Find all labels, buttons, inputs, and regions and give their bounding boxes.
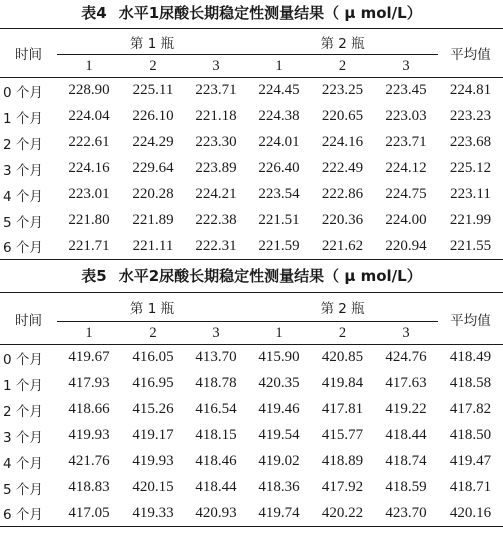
cell-value: 418.78 bbox=[195, 375, 237, 391]
cell-value: 222.38 bbox=[195, 212, 237, 228]
cell-value: 223.30 bbox=[195, 134, 237, 150]
average-value: 417.82 bbox=[449, 401, 492, 417]
cell-value: 419.22 bbox=[385, 401, 427, 417]
cell-value: 416.95 bbox=[132, 375, 174, 391]
average-value: 221.99 bbox=[449, 212, 492, 228]
average-value: 223.11 bbox=[450, 186, 491, 202]
cell-value: 226.40 bbox=[258, 160, 300, 176]
bottle-2-header: 第 2 瓶 bbox=[247, 293, 438, 322]
table-row bbox=[0, 182, 503, 208]
table-row bbox=[0, 208, 503, 234]
cell-value: 220.65 bbox=[321, 108, 364, 124]
cell-value: 417.63 bbox=[385, 375, 427, 391]
cell-value: 223.71 bbox=[195, 82, 237, 99]
sub-header: 2 bbox=[121, 55, 185, 78]
cell-value: 223.54 bbox=[258, 186, 300, 202]
cell-value: 222.31 bbox=[185, 234, 247, 260]
cell-value: 416.05 bbox=[132, 349, 174, 366]
cell-value: 419.74 bbox=[247, 501, 311, 527]
cell-value: 220.36 bbox=[321, 212, 364, 228]
cell-value: 418.46 bbox=[195, 453, 237, 469]
cell-value: 420.93 bbox=[185, 501, 247, 527]
cell-value: 418.89 bbox=[321, 453, 364, 469]
row-label: 1 个月 bbox=[3, 377, 43, 394]
cell-value: 221.18 bbox=[195, 108, 237, 124]
cell-value: 222.86 bbox=[321, 186, 364, 202]
sub-header: 2 bbox=[311, 322, 374, 345]
average-header: 平均值 bbox=[438, 293, 503, 345]
cell-value: 224.45 bbox=[258, 82, 300, 99]
cell-value: 224.12 bbox=[385, 160, 427, 176]
row-label: 2 个月 bbox=[3, 403, 43, 420]
cell-value: 418.66 bbox=[68, 401, 110, 417]
cell-value: 416.54 bbox=[195, 401, 237, 417]
cell-value: 220.28 bbox=[132, 186, 174, 202]
cell-value: 221.62 bbox=[311, 234, 374, 260]
bottle-1-header: 第 1 瓶 bbox=[57, 29, 247, 55]
row-label: 3 个月 bbox=[3, 429, 43, 446]
row-label: 5 个月 bbox=[3, 214, 43, 231]
cell-value: 420.35 bbox=[258, 375, 300, 391]
table-title: 水平2尿酸长期稳定性测量结果（ μ mol/L） bbox=[118, 267, 422, 285]
row-label: 5 个月 bbox=[3, 481, 43, 498]
cell-value: 224.21 bbox=[195, 186, 237, 202]
table-row bbox=[0, 475, 503, 501]
table-caption bbox=[0, 263, 503, 289]
sub-header: 1 bbox=[57, 55, 121, 78]
average-value: 221.55 bbox=[438, 234, 503, 260]
sub-header: 3 bbox=[374, 55, 438, 78]
cell-value: 419.93 bbox=[68, 427, 110, 443]
table-row bbox=[0, 449, 503, 475]
average-value: 418.71 bbox=[449, 479, 492, 495]
cell-value: 220.94 bbox=[374, 234, 438, 260]
average-value: 418.49 bbox=[449, 349, 492, 366]
cell-value: 228.90 bbox=[68, 82, 110, 99]
cell-value: 419.33 bbox=[121, 501, 185, 527]
average-header: 平均值 bbox=[438, 29, 503, 78]
average-value: 224.81 bbox=[449, 82, 492, 99]
cell-value: 223.89 bbox=[195, 160, 237, 176]
table-row bbox=[0, 156, 503, 182]
cell-value: 418.74 bbox=[385, 453, 427, 469]
stability-table-level-2 bbox=[0, 292, 503, 527]
cell-value: 221.80 bbox=[68, 212, 110, 228]
cell-value: 419.67 bbox=[68, 349, 110, 366]
average-value: 223.23 bbox=[449, 108, 492, 124]
row-label: 4 个月 bbox=[3, 455, 43, 472]
cell-value: 419.54 bbox=[258, 427, 300, 443]
cell-value: 221.51 bbox=[258, 212, 300, 228]
cell-value: 222.61 bbox=[68, 134, 110, 150]
average-value: 418.50 bbox=[449, 427, 492, 443]
table-number: 表5 bbox=[81, 267, 107, 285]
cell-value: 224.38 bbox=[258, 108, 300, 124]
table-row bbox=[0, 397, 503, 423]
cell-value: 223.45 bbox=[385, 82, 427, 99]
table-body bbox=[0, 78, 503, 260]
table-row bbox=[0, 501, 503, 527]
cell-value: 221.89 bbox=[132, 212, 174, 228]
cell-value: 417.05 bbox=[57, 501, 121, 527]
cell-value: 413.70 bbox=[195, 349, 237, 366]
cell-value: 224.16 bbox=[321, 134, 364, 150]
average-value: 223.68 bbox=[449, 134, 492, 150]
cell-value: 224.75 bbox=[385, 186, 427, 202]
table-body bbox=[0, 345, 503, 527]
sub-header: 2 bbox=[311, 55, 374, 78]
cell-value: 415.77 bbox=[321, 427, 364, 443]
cell-value: 223.01 bbox=[68, 186, 110, 202]
sub-header: 3 bbox=[185, 55, 247, 78]
cell-value: 224.00 bbox=[385, 212, 427, 228]
sub-header: 1 bbox=[247, 322, 311, 345]
sub-header: 1 bbox=[57, 322, 121, 345]
cell-value: 415.90 bbox=[258, 349, 300, 366]
cell-value: 229.64 bbox=[132, 160, 174, 176]
cell-value: 226.10 bbox=[132, 108, 174, 124]
cell-value: 420.22 bbox=[311, 501, 374, 527]
bottle-2-header: 第 2 瓶 bbox=[247, 29, 438, 55]
sub-header: 3 bbox=[374, 322, 438, 345]
table-number: 表4 bbox=[81, 4, 107, 22]
average-value: 419.47 bbox=[449, 453, 492, 469]
cell-value: 424.76 bbox=[385, 349, 427, 366]
cell-value: 421.76 bbox=[68, 453, 110, 469]
row-label: 6 个月 bbox=[0, 501, 57, 527]
table-row bbox=[0, 78, 503, 104]
cell-value: 223.71 bbox=[385, 134, 427, 150]
cell-value: 224.29 bbox=[132, 134, 174, 150]
cell-value: 225.11 bbox=[132, 82, 174, 99]
cell-value: 418.44 bbox=[385, 427, 427, 443]
cell-value: 224.04 bbox=[68, 108, 110, 124]
table-row bbox=[0, 345, 503, 371]
cell-value: 417.93 bbox=[68, 375, 110, 391]
cell-value: 420.85 bbox=[321, 349, 364, 366]
cell-value: 223.03 bbox=[385, 108, 427, 124]
cell-value: 419.84 bbox=[321, 375, 364, 391]
cell-value: 418.83 bbox=[68, 479, 110, 495]
table-row bbox=[0, 104, 503, 130]
cell-value: 419.46 bbox=[258, 401, 300, 417]
row-label: 0 个月 bbox=[3, 351, 43, 368]
cell-value: 419.17 bbox=[132, 427, 174, 443]
table-title: 水平1尿酸长期稳定性测量结果（ μ mol/L） bbox=[118, 4, 422, 22]
cell-value: 222.49 bbox=[321, 160, 364, 176]
row-label: 2 个月 bbox=[3, 136, 43, 153]
sub-header: 2 bbox=[121, 322, 185, 345]
cell-value: 423.70 bbox=[374, 501, 438, 527]
average-value: 225.12 bbox=[449, 160, 492, 176]
cell-value: 417.92 bbox=[321, 479, 364, 495]
cell-value: 418.44 bbox=[195, 479, 237, 495]
cell-value: 224.16 bbox=[68, 160, 110, 176]
bottle-1-header: 第 1 瓶 bbox=[57, 293, 247, 322]
cell-value: 415.26 bbox=[132, 401, 174, 417]
cell-value: 221.59 bbox=[247, 234, 311, 260]
sub-header: 3 bbox=[185, 322, 247, 345]
cell-value: 224.01 bbox=[258, 134, 300, 150]
row-label: 6 个月 bbox=[0, 234, 57, 260]
cell-value: 419.93 bbox=[132, 453, 174, 469]
table-row bbox=[0, 371, 503, 397]
cell-value: 223.25 bbox=[321, 82, 364, 99]
average-value: 418.58 bbox=[449, 375, 492, 391]
row-label: 3 个月 bbox=[3, 162, 43, 179]
table-row bbox=[0, 130, 503, 156]
cell-value: 420.15 bbox=[132, 479, 174, 495]
stability-table-level-1 bbox=[0, 28, 503, 260]
table-caption bbox=[0, 0, 503, 26]
row-label: 4 个月 bbox=[3, 188, 43, 205]
cell-value: 418.36 bbox=[258, 479, 300, 495]
time-header: 时间 bbox=[0, 29, 57, 78]
cell-value: 221.71 bbox=[57, 234, 121, 260]
table-row bbox=[0, 423, 503, 449]
row-label: 1 个月 bbox=[3, 110, 43, 127]
cell-value: 417.81 bbox=[321, 401, 364, 417]
average-value: 420.16 bbox=[438, 501, 503, 527]
row-label: 0 个月 bbox=[3, 84, 43, 101]
cell-value: 419.02 bbox=[258, 453, 300, 469]
cell-value: 221.11 bbox=[121, 234, 185, 260]
cell-value: 418.59 bbox=[385, 479, 427, 495]
table-row bbox=[0, 234, 503, 260]
sub-header: 1 bbox=[247, 55, 311, 78]
cell-value: 418.15 bbox=[195, 427, 237, 443]
time-header: 时间 bbox=[0, 293, 57, 345]
